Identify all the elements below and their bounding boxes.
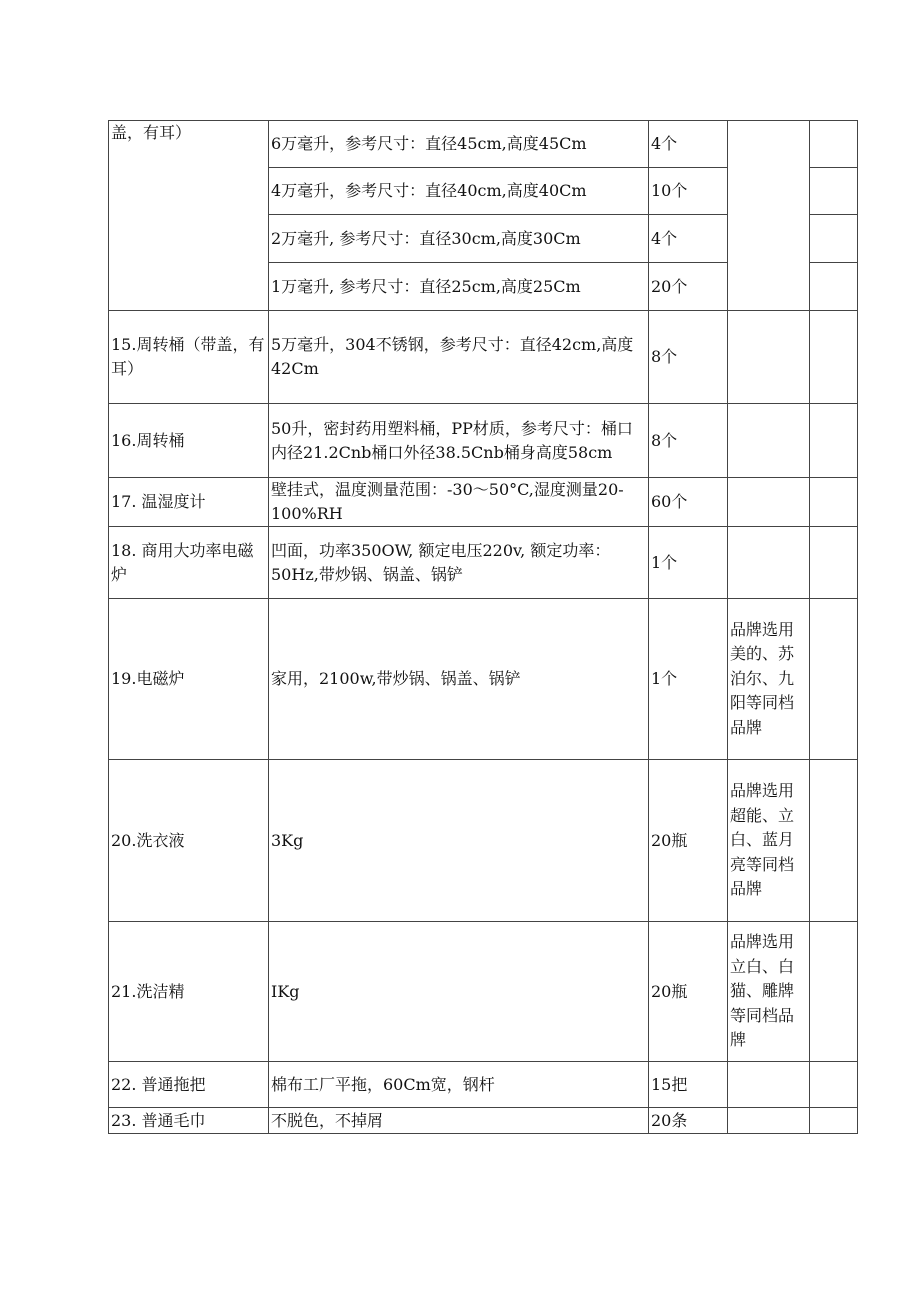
qty-cell: 4个: [649, 121, 728, 168]
qty-cell: 8个: [649, 311, 728, 404]
spec-cell: 壁挂式，温度测量范围：-30～50°C,湿度测量20-100%RH: [269, 478, 649, 527]
extra-cell: [810, 1108, 858, 1134]
table-row: [109, 922, 858, 1062]
note-cell: [728, 404, 810, 478]
extra-cell: [810, 599, 858, 760]
extra-cell: [810, 168, 858, 215]
qty-cell: 10个: [649, 168, 728, 215]
qty-cell: 15把: [649, 1062, 728, 1108]
spec-cell: 家用，2100w,带炒锅、锅盖、锅铲: [269, 599, 649, 760]
spec-cell: IKg: [269, 922, 649, 1062]
extra-cell: [810, 527, 858, 599]
spec-cell: 50升，密封药用塑料桶，PP材质，参考尺寸：桶口内径21.2Cnb桶口外径38.5Cnb桶身高度58cm: [269, 404, 649, 478]
qty-cell: 1个: [649, 599, 728, 760]
note-cell: [728, 1108, 810, 1134]
spec-cell: 4万毫升，参考尺寸：直径40cm,高度40Cm: [269, 168, 649, 215]
item-name-cell: 18. 商用大功率电磁炉: [109, 527, 269, 599]
note-cell: 品牌选用超能、立白、蓝月亮等同档品牌: [728, 760, 810, 922]
item-name-cell: 22. 普通拖把: [109, 1062, 269, 1108]
note-cell: 品牌选用立白、白猫、雕牌等同档品牌: [728, 922, 810, 1062]
extra-cell: [810, 1062, 858, 1108]
table-row: [109, 121, 858, 168]
qty-cell: 1个: [649, 527, 728, 599]
spec-cell: 1万毫升, 参考尺寸：直径25cm,高度25Cm: [269, 263, 649, 311]
extra-cell: [810, 215, 858, 263]
extra-cell: [810, 760, 858, 922]
extra-cell: [810, 478, 858, 527]
item-name-cell: 15.周转桶（带盖，有耳）: [109, 311, 269, 404]
note-cell: [728, 478, 810, 527]
note-cell: 品牌选用美的、苏泊尔、九阳等同档品牌: [728, 599, 810, 760]
item-name-cell: 23. 普通毛巾: [109, 1108, 269, 1134]
qty-cell: 20瓶: [649, 760, 728, 922]
table-row: [109, 599, 858, 760]
qty-cell: 20个: [649, 263, 728, 311]
qty-cell: 60个: [649, 478, 728, 527]
spec-cell: 棉布工厂平拖，60Cm宽，钢杆: [269, 1062, 649, 1108]
extra-cell: [810, 404, 858, 478]
qty-cell: 20瓶: [649, 922, 728, 1062]
item-name-cell: 17. 温湿度计: [109, 478, 269, 527]
table-row: [109, 478, 858, 527]
table-row: [109, 760, 858, 922]
note-cell: [728, 121, 810, 311]
item-name-cell: 16.周转桶: [109, 404, 269, 478]
qty-cell: 20条: [649, 1108, 728, 1134]
item-name-cell: 盖，有耳）: [109, 121, 269, 311]
item-name-cell: 19.电磁炉: [109, 599, 269, 760]
note-cell: [728, 527, 810, 599]
extra-cell: [810, 263, 858, 311]
table-row: [109, 1062, 858, 1108]
spec-cell: 6万毫升，参考尺寸：直径45cm,高度45Cm: [269, 121, 649, 168]
extra-cell: [810, 311, 858, 404]
extra-cell: [810, 121, 858, 168]
extra-cell: [810, 922, 858, 1062]
item-name-cell: 21.洗洁精: [109, 922, 269, 1062]
qty-cell: 4个: [649, 215, 728, 263]
spec-cell: 2万毫升, 参考尺寸：直径30cm,高度30Cm: [269, 215, 649, 263]
product-table: [108, 120, 858, 1134]
note-cell: [728, 311, 810, 404]
qty-cell: 8个: [649, 404, 728, 478]
table-row: [109, 404, 858, 478]
spec-cell: 凹面，功率350OW, 额定电压220v, 额定功率：50Hz,带炒锅、锅盖、锅铲: [269, 527, 649, 599]
table-row: [109, 1108, 858, 1134]
spec-cell: 5万毫升，304不锈钢，参考尺寸：直径42cm,高度42Cm: [269, 311, 649, 404]
note-cell: [728, 1062, 810, 1108]
item-name-cell: 20.洗衣液: [109, 760, 269, 922]
table-row: [109, 527, 858, 599]
spec-cell: 3Kg: [269, 760, 649, 922]
table-row: [109, 311, 858, 404]
spec-cell: 不脱色，不掉屑: [269, 1108, 649, 1134]
